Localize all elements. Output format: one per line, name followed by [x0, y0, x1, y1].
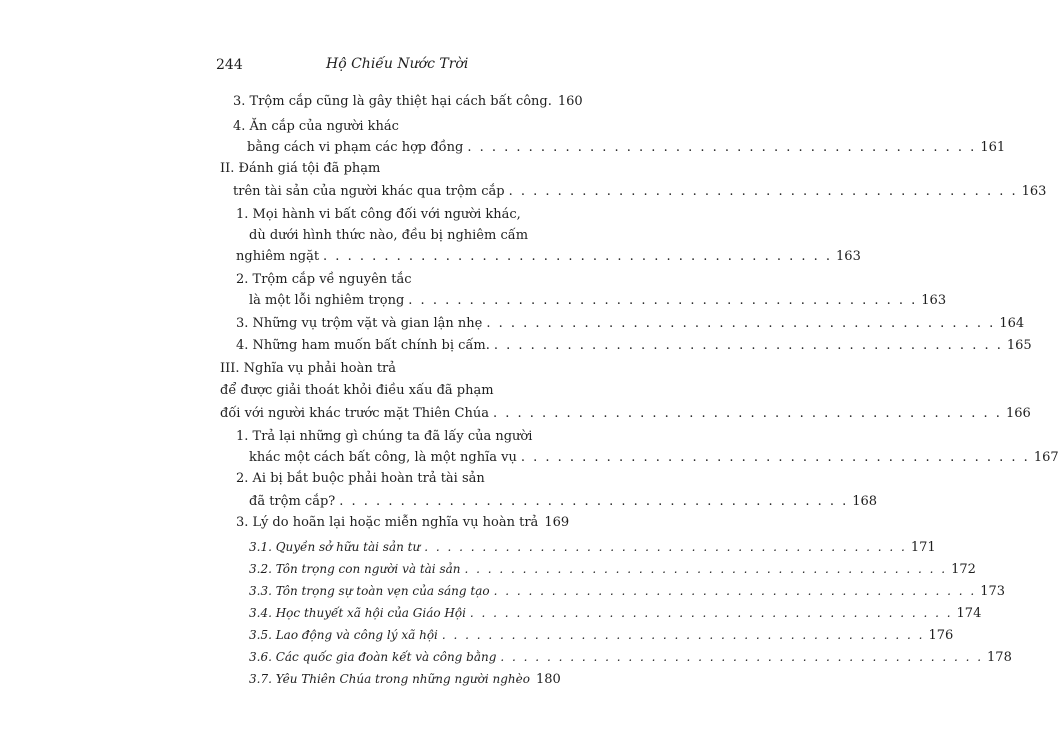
toc-page-number: 171: [910, 540, 936, 555]
dot-leader: . . . . . . . . . . . . . . . . . . . . . . . . . . . . . . . . . . . . . . . . . .: [486, 316, 996, 331]
toc-line: 2. Trộm cắp về nguyên tắc: [236, 272, 412, 287]
toc-page-number: 166: [1005, 406, 1031, 421]
toc-line: nghiêm ngặt . . . . . . . . . . . . . . . . . . . . . . . . . . . . . . . . . . . . . . . . . . 163: [236, 249, 861, 264]
toc-line: khác một cách bất công, là một nghĩa vụ . . . . . . . . . . . . . . . . . . . . . . . . . . . . . . . . . . . . . . . . . . 167: [249, 450, 1059, 465]
toc-line: 3.4. Học thuyết xã hội của Giáo Hội . . . . . . . . . . . . . . . . . . . . . . . . . . . . . . . . . . . . . . . . . . 174: [249, 606, 982, 621]
dot-leader: . . . . . . . . . . . . . . . . . . . . . . . . . . . . . . . . . . . . . . . . . .: [500, 650, 984, 664]
toc-line: 3. Lý do hoãn lại hoặc miễn nghĩa vụ hoàn trả 169: [236, 515, 570, 530]
toc-line: 4. Ăn cắp của người khác: [233, 119, 399, 134]
dot-leader: . . . . . . . . . . . . . . . . . . . . . . . . . . . . . . . . . . . . . . . . . .: [323, 249, 833, 264]
dot-leader: . . . . . . . . . . . . . . . . . . . . . . . . . . . . . . . . . . . . . . . . . .: [408, 293, 918, 308]
toc-page-number: 163: [1021, 184, 1047, 199]
toc-line: 4. Những ham muốn bất chính bị cấm. . . . . . . . . . . . . . . . . . . . . . . . . . . . . . . . . . . . . . . . . . . 165: [236, 338, 1032, 353]
toc-page-number: 163: [921, 293, 947, 308]
dot-leader: . . . . . . . . . . . . . . . . . . . . . . . . . . . . . . . . . . . . . . . . . .: [469, 606, 953, 620]
toc-page-number: 167: [1033, 450, 1059, 465]
toc-line: trên tài sản của người khác qua trộm cắp . . . . . . . . . . . . . . . . . . . . . . . . . . . . . . . . . . . . . . . . . . 163: [233, 184, 1047, 199]
dot-leader: . . . . . . . . . . . . . . . . . . . . . . . . . . . . . . . . . . . . . . . . . .: [520, 450, 1030, 465]
page-number: 244: [216, 57, 243, 73]
toc-page-number: 172: [951, 562, 976, 577]
dot-leader: . . . . . . . . . . . . . . . . . . . . . . . . . . . . . . . . . . . . . . . . . .: [508, 184, 1018, 199]
toc-page-number: 180: [535, 672, 561, 687]
toc-line: 3.3. Tôn trọng sự toàn vẹn của sáng tạo . . . . . . . . . . . . . . . . . . . . . . . . . . . . . . . . . . . . . . . . . . 173: [249, 584, 1006, 599]
toc-line: là một lỗi nghiêm trọng . . . . . . . . . . . . . . . . . . . . . . . . . . . . . . . . . . . . . . . . . . 163: [249, 293, 947, 308]
toc-line: bằng cách vi phạm các hợp đồng . . . . . . . . . . . . . . . . . . . . . . . . . . . . . . . . . . . . . . . . . . 161: [247, 140, 1006, 155]
dot-leader: . . . . . . . . . . . . . . . . . . . . . . . . . . . . . . . . . . . . . . . . . .: [424, 540, 907, 554]
toc-page-number: 164: [999, 316, 1025, 331]
running-title: Hộ Chiếu Nước Trời: [326, 56, 469, 72]
toc-page-number: 169: [544, 515, 570, 530]
dot-leader: . . . . . . . . . . . . . . . . . . . . . . . . . . . . . . . . . . . . . . . . . .: [339, 494, 849, 509]
toc-page-number: 163: [836, 249, 861, 264]
toc-page-number: 176: [928, 628, 954, 643]
toc-page-number: 173: [980, 584, 1006, 599]
toc-line: II. Đánh giá tội đã phạm: [220, 161, 381, 176]
toc-line: để được giải thoát khỏi điều xấu đã phạm: [220, 383, 494, 398]
dot-leader: . . . . . . . . . . . . . . . . . . . . . . . . . . . . . . . . . . . . . . . . . .: [492, 406, 1002, 421]
toc-page-number: 174: [956, 606, 982, 621]
toc-line: III. Nghĩa vụ phải hoàn trả: [220, 361, 397, 376]
toc-line: đã trộm cắp? . . . . . . . . . . . . . . . . . . . . . . . . . . . . . . . . . . . . . . . . . . 168: [249, 494, 878, 509]
toc-line: 3. Trộm cắp cũng là gây thiệt hại cách bất công. 160: [233, 94, 583, 109]
toc-line: 1. Mọi hành vi bất công đối với người khác,: [236, 207, 521, 222]
toc-line: đối với người khác trước mặt Thiên Chúa . . . . . . . . . . . . . . . . . . . . . . . . . . . . . . . . . . . . . . . . . . 166: [220, 406, 1031, 421]
toc-page-number: 161: [980, 140, 1006, 155]
toc-line: 1. Trả lại những gì chúng ta đã lấy của người: [236, 429, 533, 444]
toc-line: 3.6. Các quốc gia đoàn kết và công bằng . . . . . . . . . . . . . . . . . . . . . . . . . . . . . . . . . . . . . . . . . . 178: [249, 650, 1012, 665]
toc-page-number: 165: [1006, 338, 1032, 353]
dot-leader: . . . . . . . . . . . . . . . . . . . . . . . . . . . . . . . . . . . . . . . . . .: [467, 140, 977, 155]
dot-leader: . . . . . . . . . . . . . . . . . . . . . . . . . . . . . . . . . . . . . . . . . .: [441, 628, 925, 642]
dot-leader: . . . . . . . . . . . . . . . . . . . . . . . . . . . . . . . . . . . . . . . . . .: [493, 338, 1003, 353]
toc-line: 3.2. Tôn trọng con người và tài sản . . . . . . . . . . . . . . . . . . . . . . . . . . . . . . . . . . . . . . . . . . 172: [249, 562, 976, 577]
toc-line: 3.5. Lao động và công lý xã hội . . . . . . . . . . . . . . . . . . . . . . . . . . . . . . . . . . . . . . . . . . 176: [249, 628, 954, 643]
toc-page-number: 168: [852, 494, 878, 509]
toc-line: dù dưới hình thức nào, đều bị nghiêm cấm: [249, 228, 529, 243]
dot-leader: . . . . . . . . . . . . . . . . . . . . . . . . . . . . . . . . . . . . . . . . . .: [464, 562, 948, 576]
dot-leader: . . . . . . . . . . . . . . . . . . . . . . . . . . . . . . . . . . . . . . . . . .: [493, 584, 977, 598]
toc-line: 3.1. Quyền sở hữu tài sản tư . . . . . . . . . . . . . . . . . . . . . . . . . . . . . . . . . . . . . . . . . . 171: [249, 540, 936, 555]
toc-line: 3. Những vụ trộm vặt và gian lận nhẹ . . . . . . . . . . . . . . . . . . . . . . . . . . . . . . . . . . . . . . . . . . 164: [236, 316, 1025, 331]
toc-line: 2. Ai bị bắt buộc phải hoàn trả tài sản: [236, 471, 485, 486]
toc-page-number: 160: [557, 94, 583, 109]
toc-page-number: 178: [987, 650, 1012, 665]
toc-line: 3.7. Yêu Thiên Chúa trong những người nghèo 180: [249, 672, 561, 687]
